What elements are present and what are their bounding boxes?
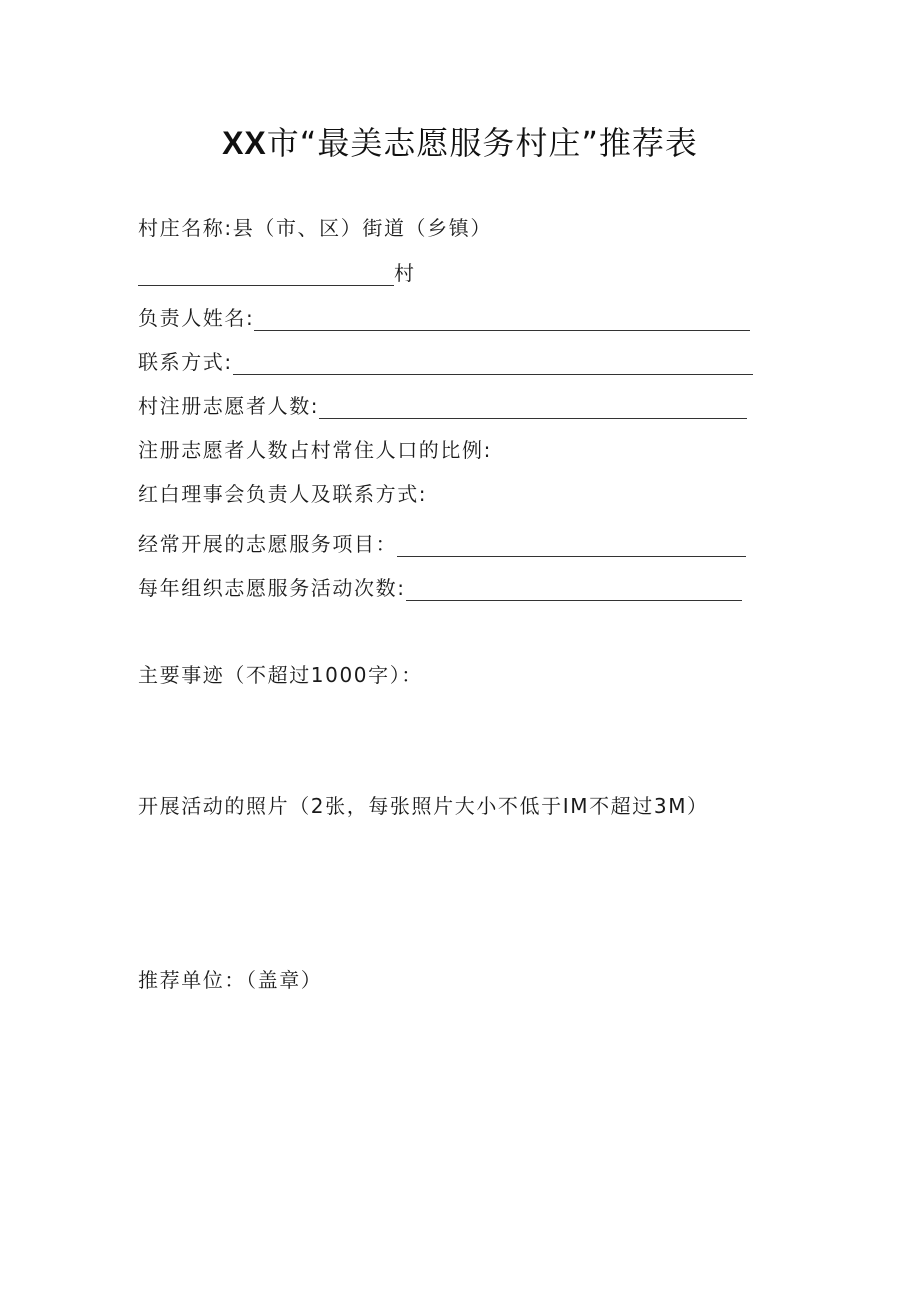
village-name-row bbox=[138, 215, 492, 241]
photos-row bbox=[138, 793, 709, 819]
annual-activity-count-blank[interactable] bbox=[406, 580, 742, 601]
page-title bbox=[0, 118, 920, 164]
recommending-unit-label: 推荐单位：（盖章） bbox=[138, 968, 323, 992]
volunteer-ratio-row bbox=[138, 437, 492, 463]
contact-blank[interactable] bbox=[233, 354, 753, 375]
leader-name-row bbox=[138, 305, 750, 331]
contact-row bbox=[138, 349, 753, 375]
main-deeds-row bbox=[138, 662, 423, 688]
registered-volunteers-blank[interactable] bbox=[319, 398, 747, 419]
red-white-council-row bbox=[138, 481, 427, 507]
title-main: 市“最美志愿服务村庄”推荐表 bbox=[266, 124, 698, 162]
leader-name-blank[interactable] bbox=[254, 310, 750, 331]
leader-name-label: 负责人姓名: bbox=[138, 306, 255, 330]
recommending-unit-row bbox=[138, 967, 322, 993]
village-name-label: 村庄名称:县（市、区）街道（乡镇） bbox=[138, 216, 492, 240]
annual-activity-count-row bbox=[138, 575, 742, 601]
annual-activity-count-label: 每年组织志愿服务活动次数: bbox=[138, 576, 406, 600]
village-name-blank[interactable] bbox=[138, 265, 394, 286]
contact-label: 联系方式: bbox=[138, 350, 233, 374]
regular-projects-blank[interactable] bbox=[397, 536, 746, 557]
village-name-fill-row bbox=[138, 260, 416, 286]
red-white-council-label: 红白理事会负责人及联系方式: bbox=[138, 482, 428, 506]
registered-volunteers-row bbox=[138, 393, 747, 419]
photos-label: 开展活动的照片（2张，每张照片大小不低于IM不超过3M） bbox=[138, 794, 709, 818]
title-prefix: XX bbox=[222, 125, 267, 161]
village-suffix-label: 村 bbox=[394, 261, 416, 285]
regular-projects-label: 经常开展的志愿服务项目： bbox=[138, 532, 398, 556]
main-deeds-label: 主要事迹（不超过1000字）： bbox=[138, 663, 423, 687]
regular-projects-row bbox=[138, 531, 746, 557]
volunteer-ratio-label: 注册志愿者人数占村常住人口的比例: bbox=[138, 438, 492, 462]
registered-volunteers-label: 村注册志愿者人数: bbox=[138, 394, 320, 418]
